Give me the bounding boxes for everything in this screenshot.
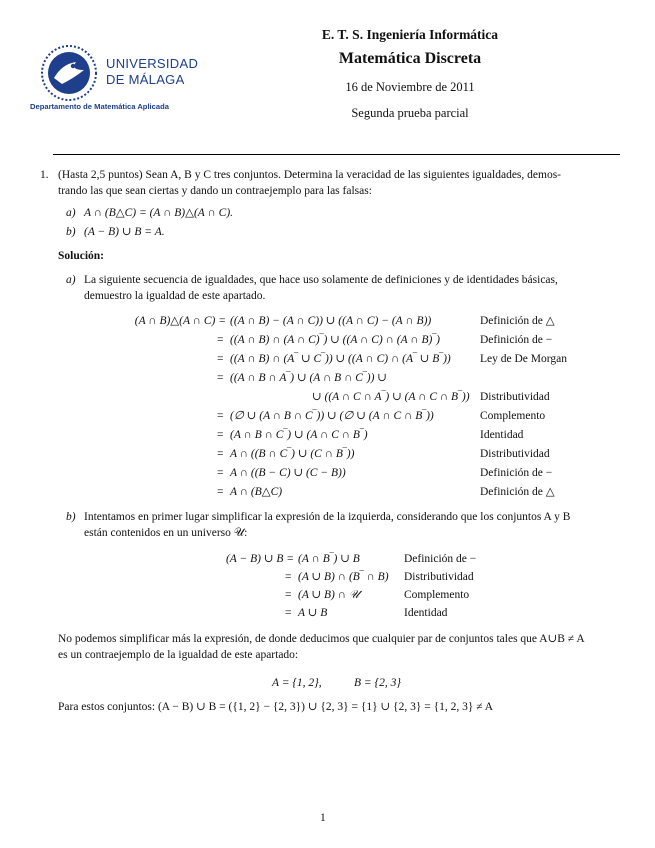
problem-statement-line2: trando las que sean ciertas y dando un contraejemplo para las falsas:: [58, 184, 372, 197]
solution-a-text-line1: La siguiente secuencia de igualdades, que hace uso solamente de definiciones y de identidades básicas,: [84, 274, 558, 286]
derivation-step: A ∩ ((B ∩ C‾) ∪ (C ∩ B‾)): [230, 448, 355, 460]
solution-b-label: b): [66, 511, 76, 523]
derivation-step: (∅ ∪ (A ∩ B ∩ C‾)) ∪ (∅ ∪ (A ∩ C ∩ B‾)): [230, 410, 434, 422]
item-a-formula: A ∩ (B△C) = (A ∩ B)△(A ∩ C).: [84, 207, 234, 219]
item-a-label: a): [66, 207, 76, 219]
university-name-line1: UNIVERSIDAD: [106, 56, 199, 71]
derivation-reason: Distributividad: [480, 448, 550, 460]
university-seal-icon: [40, 44, 98, 102]
conclusion-line2: es un contraejemplo de la igualdad de este apartado:: [58, 648, 299, 661]
derivation-step: A ∩ ((B − C) ∪ (C − B)): [230, 467, 346, 479]
conclusion-text: [58, 632, 624, 663]
derivation-reason: Definición de −: [480, 467, 553, 479]
conclusion-line1: No podemos simplificar más la expresión, de donde deducimos que cualquier par de conjuntos tales que A∪B ≠ A: [58, 633, 585, 645]
equals-sign: =: [217, 372, 224, 384]
problem-number: 1.: [40, 169, 49, 181]
derivation-step: (A ∩ B ∩ C‾) ∪ (A ∩ C ∩ B‾): [230, 429, 368, 441]
derivation-reason: Complemento: [404, 589, 470, 601]
counterexample-b: B = {2, 3}: [354, 677, 401, 689]
department-name: Departamento de Matemática Aplicada: [30, 102, 169, 111]
equals-sign: =: [217, 467, 224, 479]
problem-statement-line1: (Hasta 2,5 puntos) Sean A, B y C tres conjuntos. Determina la veracidad de las siguientes igualdades, demos-: [58, 169, 562, 181]
solution-b-text-line2: están contenidos en un universo 𝒰:: [84, 526, 248, 539]
solution-a-label: a): [66, 274, 76, 286]
school-name: E. T. S. Ingeniería Informática: [321, 27, 499, 42]
derivation-step: (A ∪ B) ∩ (B‾ ∩ B): [298, 571, 389, 583]
derivation-reason: Identidad: [480, 429, 524, 441]
page-number: 1: [320, 812, 326, 824]
equals-sign: =: [217, 353, 224, 365]
solution-a-text-line2: demuestro la igualdad de este apartado.: [84, 289, 266, 302]
derivation-reason: Ley de De Morgan: [480, 353, 567, 365]
equals-sign: =: [285, 571, 292, 583]
equals-sign: =: [217, 410, 224, 422]
derivation-step: ((A ∩ B) ∩ (A‾ ∪ C‾)) ∪ ((A ∩ C) ∩ (A‾ ∪ B‾)): [230, 353, 451, 365]
derivation-b-lhs: (A − B) ∪ B =: [225, 553, 294, 565]
university-name-line2: DE MÁLAGA: [106, 72, 185, 87]
university-logo: [40, 44, 98, 102]
derivation-step: A ∩ (B△C): [230, 486, 283, 498]
equals-sign: =: [217, 334, 224, 346]
course-title: Matemática Discreta: [338, 50, 482, 67]
derivation-step: A ∪ B: [298, 607, 328, 619]
final-verification: Para estos conjuntos: (A − B) ∪ B = ({1, 2} − {2, 3}) ∪ {2, 3} = {1} ∪ {2, 3} = {1, 2, 3} ≠ A: [58, 701, 494, 713]
solution-title: Solución:: [58, 250, 105, 262]
derivation-step: ((A ∩ B) ∩ (A ∩ C)‾) ∪ ((A ∩ C) ∩ (A ∩ B)‾): [230, 334, 440, 346]
derivation-reason: Definición de △: [480, 486, 555, 498]
problem-statement: [58, 168, 623, 199]
equals-sign: =: [285, 589, 292, 601]
equals-sign: =: [217, 429, 224, 441]
derivation-reason: Definición de −: [404, 553, 477, 565]
derivation-reason: Distributividad: [404, 571, 474, 583]
derivation-step: ((A ∩ B ∩ A‾) ∪ (A ∩ B ∩ C‾)) ∪: [230, 372, 387, 384]
solution-b-text: [84, 510, 624, 541]
derivation-reason: Complemento: [480, 410, 546, 422]
derivation-step: ∪ ((A ∩ C ∩ A‾) ∪ (A ∩ C ∩ B‾)): [312, 391, 470, 403]
derivation-a-lhs: (A ∩ B)△(A ∩ C) =: [134, 315, 226, 327]
derivation-step: ((A ∩ B) − (A ∩ C)) ∪ ((A ∩ C) − (A ∩ B)): [230, 315, 432, 327]
equals-sign: =: [285, 607, 292, 619]
derivation-reason: Definición de −: [480, 334, 553, 346]
derivation-reason: Distributividad: [480, 391, 550, 403]
derivation-step: (A ∩ B‾) ∪ B: [298, 553, 360, 565]
derivation-reason: Identidad: [404, 607, 448, 619]
equals-sign: =: [217, 448, 224, 460]
exam-name: Segunda prueba parcial: [351, 106, 469, 120]
solution-b-text-line1: Intentamos en primer lugar simplificar la expresión de la izquierda, considerando que los conjuntos A y B: [84, 511, 571, 523]
item-b-label: b): [66, 226, 76, 238]
header-rule: [53, 154, 620, 155]
derivation-reason: Definición de △: [480, 315, 555, 327]
equals-sign: =: [217, 486, 224, 498]
solution-a-text: [84, 273, 624, 304]
derivation-step: (A ∪ B) ∩ 𝒰: [298, 589, 360, 601]
exam-date: 16 de Noviembre de 2011: [345, 80, 475, 94]
counterexample-a: A = {1, 2},: [272, 677, 322, 689]
item-b-formula: (A − B) ∪ B = A.: [84, 226, 165, 238]
